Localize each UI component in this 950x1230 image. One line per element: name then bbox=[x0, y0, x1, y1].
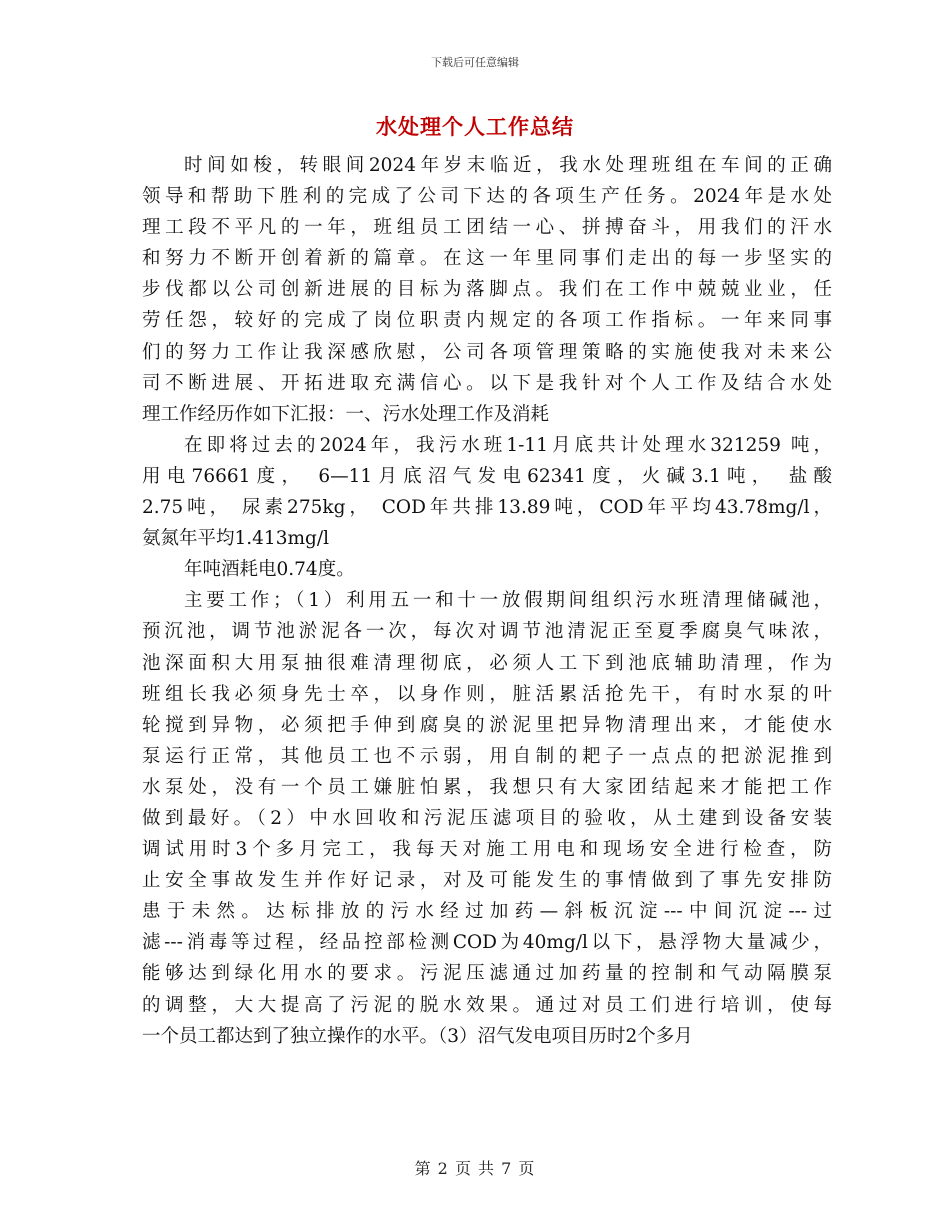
text-line: 池深面积大用泵抽很难清理彻底，必须人工下到池底辅助清理，作为 bbox=[142, 652, 832, 674]
text-line: 泵运行正常，其他员工也不示弱，用自制的耙子一点点的把淤泥推到 bbox=[142, 745, 832, 767]
text-line: 和努力不断开创着新的篇章。在这一年里同事们走出的每一步坚实的 bbox=[142, 248, 832, 270]
page-header: 下载后可任意编辑 bbox=[431, 56, 519, 69]
document-title: 水处理个人工作总结 bbox=[376, 114, 574, 139]
text-line: 司不断进展、开拓进取充满信心。以下是我针对个人工作及结合水处 bbox=[142, 372, 832, 394]
text-line: 氨氮年平均1.413mg/l bbox=[142, 528, 329, 550]
text-line: 的调整，大大提高了污泥的脱水效果。通过对员工们进行培训，使每 bbox=[142, 994, 832, 1016]
text-line: 做到最好。（2）中水回收和污泥压滤项目的验收，从土建到设备安装 bbox=[142, 807, 832, 829]
text-line: 理工作经历作如下汇报：一、污水处理工作及消耗 bbox=[142, 403, 550, 425]
text-line: 时间如梭，转眼间2024年岁末临近，我水处理班组在车间的正确 bbox=[184, 155, 832, 176]
paragraph bbox=[142, 554, 832, 585]
text-line: 领导和帮助下胜利的完成了公司下达的各项生产任务。2024年是水处 bbox=[142, 186, 832, 208]
text-line: 水泵处，没有一个员工嫌脏怕累，我想只有大家团结起来才能把工作 bbox=[142, 776, 832, 798]
text-line: 止安全事故发生并作好记录，对及可能发生的事情做到了事先安排防 bbox=[142, 870, 832, 892]
text-line: 主要工作；（1）利用五一和十一放假期间组织污水班清理储碱池， bbox=[184, 590, 832, 612]
text-line: 理工段不平凡的一年，班组员工团结一心、拼搏奋斗，用我们的汗水 bbox=[142, 217, 832, 239]
text-line: 能够达到绿化用水的要求。污泥压滤通过加药量的控制和气动隔膜泵 bbox=[142, 963, 832, 985]
text-line: 们的努力工作让我深感欣慰，公司各项管理策略的实施使我对未来公 bbox=[142, 341, 832, 363]
paragraph bbox=[142, 150, 832, 430]
text-line: 劳任怨，较好的完成了岗位职责内规定的各项工作指标。一年来同事 bbox=[142, 310, 832, 332]
page-footer: 第 2 页 共 7 页 bbox=[414, 1159, 536, 1178]
text-line: 用电76661度， 6—11月底沼气发电62341度，火碱3.1吨， 盐酸 bbox=[142, 465, 832, 487]
paragraph bbox=[142, 585, 832, 1051]
text-line: 年吨酒耗电0.74度。 bbox=[184, 559, 355, 581]
text-line: 调试用时3个多月完工，我每天对施工用电和现场安全进行检查，防 bbox=[142, 839, 832, 861]
text-line: 步伐都以公司创新进展的目标为落脚点。我们在工作中兢兢业业，任 bbox=[142, 279, 832, 301]
text-line: 在即将过去的2024年，我污水班1-11月底共计处理水321259 吨， bbox=[184, 434, 832, 456]
paragraph bbox=[142, 430, 832, 554]
document-body bbox=[142, 150, 832, 1052]
text-line: 2.75吨， 尿素275kg， COD年共排13.89吨，COD年平均43.78mg/l， bbox=[142, 497, 832, 519]
text-line: 班组长我必须身先士卒，以身作则，脏活累活抢先干，有时水泵的叶 bbox=[142, 683, 832, 705]
text-line: 预沉池，调节池淤泥各一次，每次对调节池清泥正至夏季腐臭气味浓， bbox=[142, 621, 832, 643]
text-line: 滤---消毒等过程，经品控部检测COD为40mg/l以下，悬浮物大量减少， bbox=[142, 932, 832, 954]
text-line: 一个员工都达到了独立操作的水平。（3）沼气发电项目历时2个多月 bbox=[142, 1025, 693, 1047]
text-line: 轮搅到异物，必须把手伸到腐臭的淤泥里把异物清理出来，才能使水 bbox=[142, 714, 832, 736]
text-line: 患于未然。达标排放的污水经过加药—斜板沉淀---中间沉淀---过 bbox=[142, 901, 832, 923]
